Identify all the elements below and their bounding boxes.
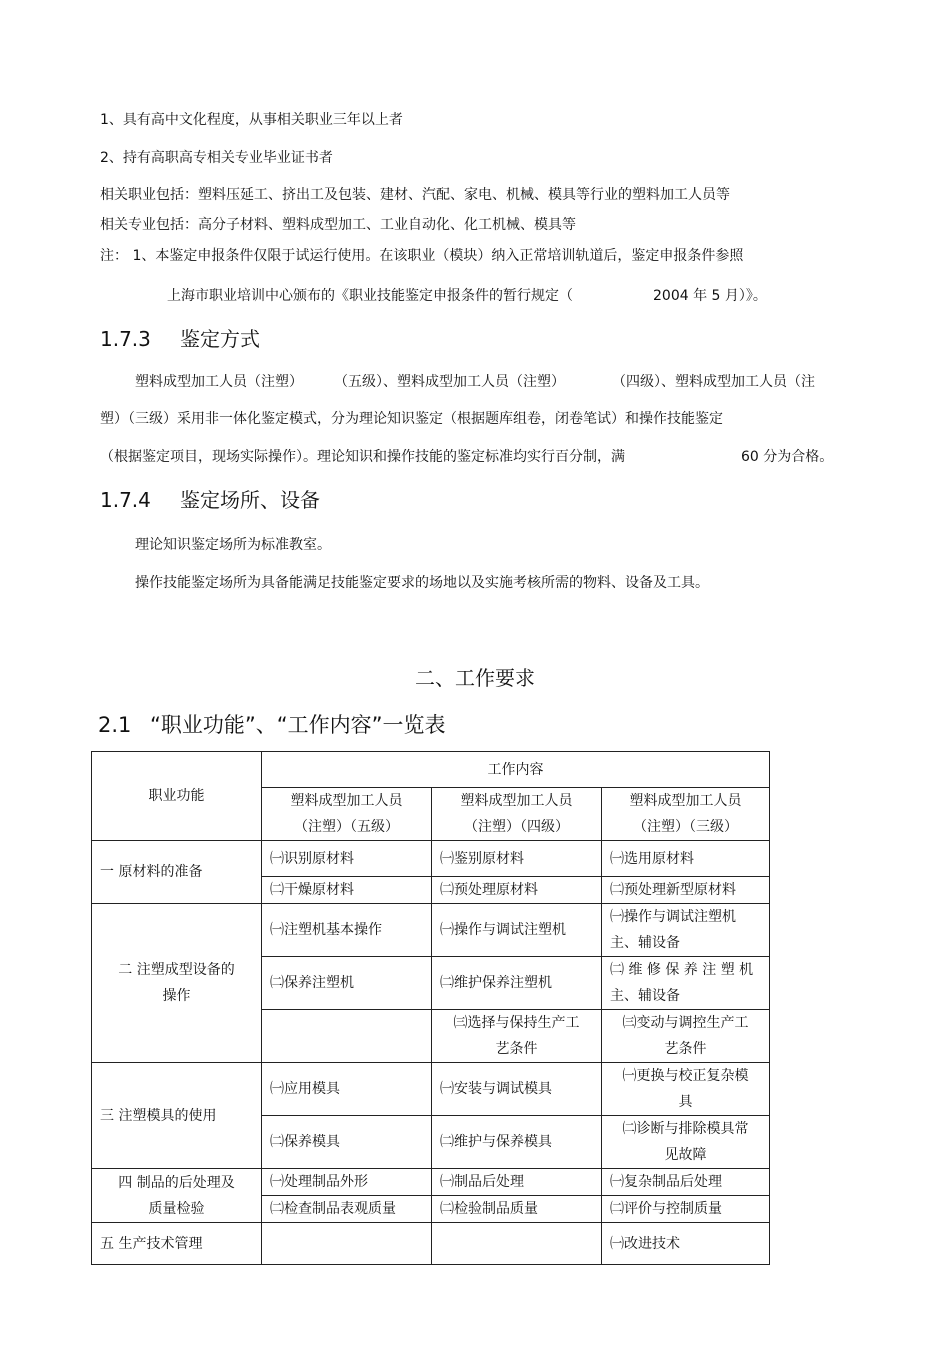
table-row <box>92 1223 770 1265</box>
section-title: 鉴定方式 <box>180 327 260 351</box>
table-cell-empty <box>432 1223 602 1265</box>
header-function: 职业功能 <box>92 752 262 841</box>
method-para-3a: （根据鉴定项目，现场实际操作）。理论知识和操作技能的鉴定标准均实行百分制，满 <box>100 449 625 465</box>
method-para-1a: 塑料成型加工人员（注塑） <box>135 374 303 390</box>
method-para-2: 塑）（三级）采用非一体化鉴定模式，分为理论知识鉴定（根据题库组卷，闭卷笔试）和操作技能鉴定 <box>100 411 723 427</box>
section-1-7-4-heading <box>100 487 320 513</box>
table-cell: ㈡检查制品表观质量 <box>262 1196 432 1223</box>
table-cell: ㈡保养注塑机 <box>262 957 432 1010</box>
method-para-1b: （五级）、塑料成型加工人员（注塑） <box>334 374 565 390</box>
note-line-1: 注： 1、本鉴定申报条件仅限于试运行使用。在该职业（模块）纳入正常培训轨道后，鉴定申报条件参照 <box>100 248 744 264</box>
table-cell: ㈢变动与调控生产工 艺条件 <box>602 1010 770 1063</box>
table-cell: ㈡ 维 修 保 养 注 塑 机 主、辅设备 <box>602 957 770 1010</box>
table-cell: ㈠注塑机基本操作 <box>262 904 432 957</box>
table-cell: ㈠安装与调试模具 <box>432 1063 602 1116</box>
note-line-2a: 上海市职业培训中心颁布的《职业技能鉴定申报条件的暂行规定（ <box>167 288 573 304</box>
venue-para-2: 操作技能鉴定场所为具备能满足技能鉴定要求的场地以及实施考核所需的物料、设备及工具。 <box>135 575 709 591</box>
function-post-processing: 四 制品的后处理及 质量检验 <box>92 1169 262 1223</box>
level-four: 塑料成型加工人员 （注塑）（四级） <box>432 788 602 841</box>
function-mold-usage: 三 注塑模具的使用 <box>92 1063 262 1169</box>
note-line-2b: 2004 年 5 月）》。 <box>653 288 767 304</box>
table-cell: ㈠改进技术 <box>602 1223 770 1265</box>
level-five: 塑料成型加工人员 （注塑）（五级） <box>262 788 432 841</box>
function-raw-materials: 一 原材料的准备 <box>92 841 262 904</box>
method-para-1c: （四级）、塑料成型加工人员（注 <box>612 374 815 390</box>
table-cell: ㈡检验制品质量 <box>432 1196 602 1223</box>
method-para-3b: 60 分为合格。 <box>741 449 834 465</box>
function-production-management: 五 生产技术管理 <box>92 1223 262 1265</box>
table-cell: ㈠鉴别原材料 <box>432 841 602 877</box>
table-cell: ㈡预处理原材料 <box>432 877 602 904</box>
table-cell: ㈡保养模具 <box>262 1116 432 1169</box>
section-number: 1.7.4 <box>100 488 151 512</box>
table-cell: ㈡维护与保养模具 <box>432 1116 602 1169</box>
table-cell: ㈡干燥原材料 <box>262 877 432 904</box>
table-cell: ㈠更换与校正复杂模 具 <box>602 1063 770 1116</box>
chapter-title: 二、工作要求 <box>415 666 535 690</box>
function-content-table <box>91 751 770 1265</box>
table-cell: ㈠复杂制品后处理 <box>602 1169 770 1196</box>
table-cell: ㈡评价与控制质量 <box>602 1196 770 1223</box>
table-row <box>92 1063 770 1116</box>
requirement-line-1: 1、具有高中文化程度，从事相关职业三年以上者 <box>100 112 403 128</box>
table-cell: ㈠处理制品外形 <box>262 1169 432 1196</box>
table-cell: ㈢选择与保持生产工 艺条件 <box>432 1010 602 1063</box>
requirement-line-2: 2、持有高职高专相关专业毕业证书者 <box>100 150 333 166</box>
table-row <box>92 841 770 877</box>
table-cell: ㈠操作与调试注塑机 主、辅设备 <box>602 904 770 957</box>
table-row <box>92 1169 770 1196</box>
table-cell: ㈠识别原材料 <box>262 841 432 877</box>
section-number: 1.7.3 <box>100 327 151 351</box>
table-cell: ㈡预处理新型原材料 <box>602 877 770 904</box>
table-header-row <box>92 752 770 788</box>
related-jobs: 相关职业包括：塑料压延工、挤出工及包装、建材、汽配、家电、机械、模具等行业的塑料加工人员等 <box>100 187 730 203</box>
table-cell: ㈡诊断与排除模具常 见故障 <box>602 1116 770 1169</box>
function-equipment-operation: 二 注塑成型设备的 操作 <box>92 904 262 1063</box>
table-cell-empty <box>262 1223 432 1265</box>
table-cell: ㈡维护保养注塑机 <box>432 957 602 1010</box>
table-cell: ㈠制品后处理 <box>432 1169 602 1196</box>
table-row <box>92 904 770 957</box>
table-cell: ㈠应用模具 <box>262 1063 432 1116</box>
section-title: 鉴定场所、设备 <box>180 488 320 512</box>
header-content: 工作内容 <box>262 752 770 788</box>
section-1-7-3-heading <box>100 326 260 352</box>
section-title: “职业功能”、“工作内容”一览表 <box>150 713 446 737</box>
table-cell: ㈠选用原材料 <box>602 841 770 877</box>
related-majors: 相关专业包括：高分子材料、塑料成型加工、工业自动化、化工机械、模具等 <box>100 217 576 233</box>
level-three: 塑料成型加工人员 （注塑）（三级） <box>602 788 770 841</box>
section-2-1-heading <box>98 711 446 739</box>
section-number: 2.1 <box>98 713 132 737</box>
venue-para-1: 理论知识鉴定场所为标准教室。 <box>135 537 331 553</box>
table-cell: ㈠操作与调试注塑机 <box>432 904 602 957</box>
table-cell-empty <box>262 1010 432 1063</box>
